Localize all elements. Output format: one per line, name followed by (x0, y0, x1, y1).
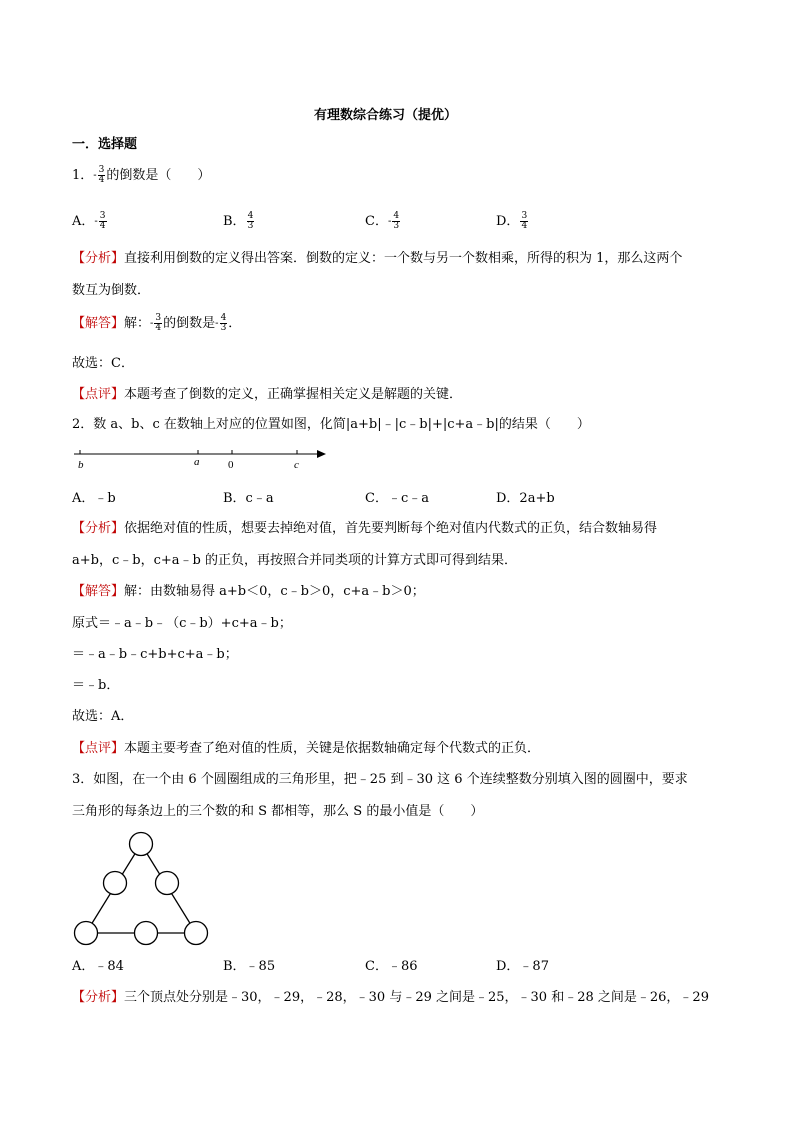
circle-bottom-mid (135, 922, 158, 945)
q3-option-b: B．﹣85 (223, 959, 276, 974)
label-b: b (78, 459, 84, 471)
q3-stem: 3．如图，在一个由 6 个圆圈组成的三角形里，把﹣25 到﹣30 这 6 个连续整数分别填入图的圆圈中，要求 (72, 772, 688, 787)
label-zero: 0 (228, 459, 234, 471)
q2-option-d: D．2a+b (496, 491, 555, 506)
page-title: 有理数综合练习（提优） (314, 108, 458, 123)
circle-right-mid (156, 872, 179, 895)
analysis-tag: 【分析】 (72, 251, 125, 266)
circle-bottom-left (75, 922, 98, 945)
q1-minus: - (93, 170, 97, 181)
comment-tag: 【点评】 (72, 387, 125, 402)
number-line-figure (72, 444, 332, 474)
section-heading: 一．选择题 (72, 137, 138, 152)
q1-stem (72, 164, 210, 185)
q1-analysis-cont: 数互为倒数． (72, 283, 151, 298)
q2-answer-line2: 原式＝﹣a﹣b﹣（c﹣b）+c+a﹣b； (72, 616, 292, 631)
q2-option-c: C．﹣c﹣a (365, 491, 429, 506)
q2-option-b: B．c﹣a (223, 491, 274, 506)
q2-analysis-cont: a+b，c﹣b，c+a﹣b 的正负，再按照合并同类项的计算方式即可得到结果． (72, 553, 517, 568)
triangle-circles-figure (70, 828, 215, 950)
q2-option-a: A．﹣b (72, 491, 116, 506)
q1-option-b: B． $\frac{4}{3}$ (223, 211, 254, 231)
q3-option-d: D．﹣87 (496, 959, 549, 974)
q1-answer: 【解答】解：- $\frac{3}{4}$ 的倒数是- $\frac{4}{3}$ ． (72, 313, 242, 333)
q1-choice: 故选：C． (72, 356, 134, 371)
number-line-arrow (317, 450, 326, 458)
q2-stem: 2．数 a、b、c 在数轴上对应的位置如图，化简|a+b|﹣|c﹣b|+|c+a﹣b|的结果（ ） (72, 417, 590, 432)
q1-option-c: C．- $\frac{4}{3}$ (365, 211, 400, 231)
q1-option-d: D． $\frac{3}{4}$ (496, 211, 528, 231)
label-c: c (294, 459, 299, 471)
q2-analysis: 【分析】依据绝对值的性质，想要去掉绝对值，首先要判断每个绝对值内代数式的正负，结合数轴易得 (72, 521, 658, 536)
q2-choice: 故选：A． (72, 709, 134, 724)
label-a: a (194, 456, 200, 468)
q3-analysis: 【分析】三个顶点处分别是﹣30，﹣29，﹣28，﹣30 与﹣29 之间是﹣25，﹣30 和﹣28 之间是﹣26，﹣29 (72, 990, 709, 1005)
q3-stem-cont: 三角形的每条边上的三个数的和 S 都相等，那么 S 的最小值是（ ） (72, 804, 484, 819)
q2-comment: 【点评】本题主要考查了绝对值的性质，关键是依据数轴确定每个代数式的正负． (72, 741, 541, 756)
q2-answer: 【解答】解：由数轴易得 a+b＜0，c﹣b＞0，c+a﹣b＞0； (72, 584, 425, 599)
q2-answer-line3: ＝﹣a﹣b﹣c+b+c+a﹣b； (72, 647, 238, 662)
q1-analysis: 【分析】直接利用倒数的定义得出答案．倒数的定义：一个数与另一个数相乘，所得的积为 1，那么这两个 (72, 251, 683, 266)
q3-option-a: A．﹣84 (72, 959, 124, 974)
q3-option-c: C．﹣86 (365, 959, 418, 974)
q1-number: 1． (72, 168, 94, 183)
q1-fraction: $\frac{3}{4}$ (98, 165, 105, 185)
q2-answer-line4: ＝﹣b． (72, 678, 120, 693)
q1-text: 的倒数是（ ） (106, 168, 211, 183)
answer-tag: 【解答】 (72, 316, 125, 331)
q1-option-a: A．- $\frac{3}{4}$ (72, 211, 106, 231)
circle-bottom-right (185, 922, 208, 945)
circle-left-mid (104, 872, 127, 895)
q1-comment: 【点评】本题考查了倒数的定义，正确掌握相关定义是解题的关键． (72, 387, 463, 402)
circle-top (130, 833, 153, 856)
